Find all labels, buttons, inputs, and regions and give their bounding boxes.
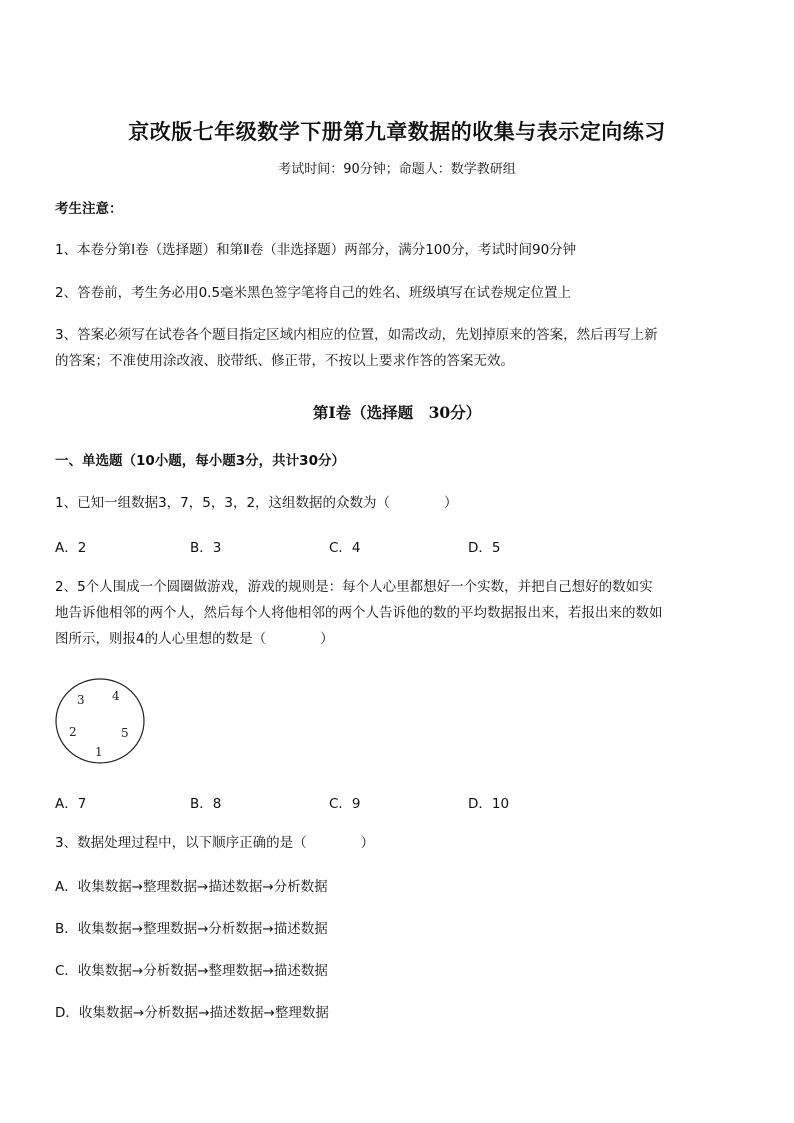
q3-option-b: B．收集数据→整理数据→分析数据→描述数据 [55, 921, 328, 937]
notice-item-3: 3、答案必须写在试卷各个题目指定区域内相应的位置，如需改动，先划掉原来的答案，然后再写上新 [55, 327, 658, 343]
q2-option-c: C．9 [329, 796, 361, 812]
q3-option-a: A．收集数据→整理数据→描述数据→分析数据 [55, 879, 328, 895]
circle-number-2: 2 [69, 725, 77, 739]
q2-option-b: B．8 [190, 796, 222, 812]
notice-item-2: 2、答卷前，考生务必用0.5毫米黑色签字笔将自己的姓名、班级填写在试卷规定位置上 [55, 285, 572, 301]
circle-number-4: 4 [112, 689, 120, 703]
question-3-stem: 3、数据处理过程中，以下顺序正确的是（ ） [55, 835, 375, 851]
question-2-stem-line-2: 地告诉他相邻的两个人，然后每个人将他相邻的两个人告诉他的数的平均数据报出来，若报出来的数如 [55, 605, 663, 621]
circle-number-1: 1 [95, 745, 103, 759]
q3-option-c: C．收集数据→分析数据→整理数据→描述数据 [55, 963, 328, 979]
q2-option-a: A．7 [55, 796, 87, 812]
section-title: 第Ⅰ卷（选择题 30分） [312, 403, 482, 422]
question-2-stem-line-1: 2、5个人围成一个圆圈做游戏，游戏的规则是：每个人心里都想好一个实数，并把自己想好的数如实 [55, 579, 653, 595]
circle-number-3: 3 [77, 693, 85, 707]
notice-heading: 考生注意： [55, 201, 123, 217]
part-heading: 一、单选题（10小题，每小题3分，共计30分） [55, 453, 345, 469]
document-title: 京改版七年级数学下册第九章数据的收集与表示定向练习 [128, 119, 666, 144]
question-1-stem: 1、已知一组数据3，7，5，3，2，这组数据的众数为（ ） [55, 495, 458, 511]
circle-figure [55, 678, 145, 764]
circle-number-5: 5 [121, 726, 129, 740]
q1-option-a: A．2 [55, 540, 87, 556]
question-2-stem-line-3: 图所示，则报4的人心里想的数是（ ） [55, 631, 334, 647]
exam-info: 考试时间：90分钟；命题人：数学教研组 [278, 162, 516, 177]
notice-item-3-cont: 的答案；不准使用涂改液、胶带纸、修正带，不按以上要求作答的答案无效。 [55, 353, 514, 369]
notice-item-1: 1、本卷分第Ⅰ卷（选择题）和第Ⅱ卷（非选择题）两部分，满分100分，考试时间90分钟 [55, 242, 577, 258]
q3-option-d: D．收集数据→分析数据→描述数据→整理数据 [55, 1005, 329, 1021]
q2-option-d: D．10 [468, 796, 510, 812]
q1-option-d: D．5 [468, 540, 501, 556]
q1-option-b: B．3 [190, 540, 222, 556]
q1-option-c: C．4 [329, 540, 361, 556]
